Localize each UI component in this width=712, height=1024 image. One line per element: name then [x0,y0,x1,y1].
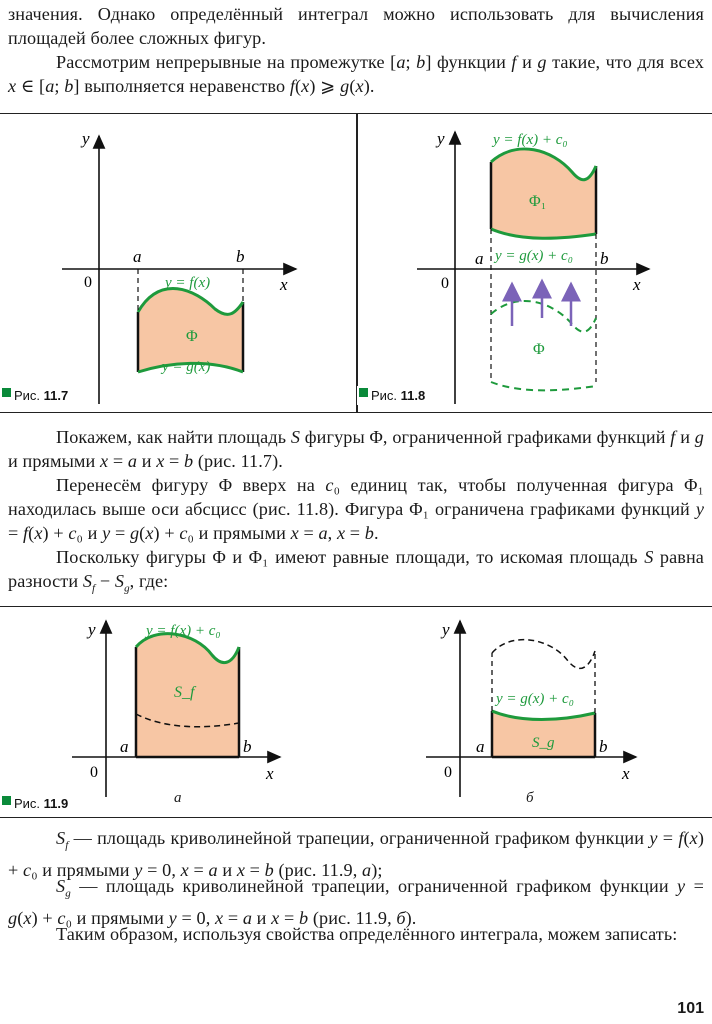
x-label: x [280,275,288,294]
f-label: y = f(x) [165,275,211,291]
caption-marker [359,388,368,397]
region-label: S_g [532,735,555,751]
y-label: y [82,129,90,148]
g-label: y = g(x) [162,359,211,375]
origin-label: 0 [84,274,92,291]
sub-label-b: б [526,790,534,806]
caption-prefix: Рис. [14,796,41,811]
caption-marker [2,796,11,805]
page-number: 101 [677,1000,704,1017]
a-label: a [476,737,485,756]
caption-marker [2,388,11,397]
paragraph-difference: Поскольку фигуры Φ и Φ₁ имеют равные площади, то искомая площадь S равна разности $S_f - S_g$, где: [8,547,704,595]
f-label: y = f(x) + c₀ [146,623,221,639]
region-label: S_f [174,684,195,701]
region-label: Φ [186,328,198,345]
caption-number: 11.7 [43,388,69,403]
figure-11-7 [0,114,356,412]
paragraph-intro [8,2,704,50]
figure-11-9a [0,607,356,815]
caption-11-8 [357,386,431,405]
caption-number: 11.9 [43,796,69,811]
caption-11-7 [0,386,74,405]
b-label: b [243,737,252,756]
caption-11-9 [0,794,74,813]
a-label: a [133,247,142,266]
paragraph-shift: Перенесём фигуру Φ вверх на c₀ единиц так, чтобы полученная фигура Φ₁ находилась выше оси абсцисс (рис. 11.8). Фигура Φ₁ ограничена графиками функций y = f(x) + c₀ и y = g(x) + c₀ и прямыми x = a, x = b. [8,475,704,543]
y-label: y [437,129,445,148]
paragraph-sf: $S_f$ — площадь криволинейной трапеции, ограниченной графиком функции y = f(x) + c₀ и прямыми y = 0, x = a и x = b (рис. 11.9, а); [8,828,704,880]
a-label: a [120,737,129,756]
origin-label: 0 [441,275,449,292]
x-label: x [622,764,630,783]
paragraph-consider: Рассмотрим непрерывные на промежутке [a; b] функции f и g такие, что для всех x ∈ [a; b] выполняется неравенство f(x) ⩾ g(x). [8,52,704,96]
figure-11-9b [356,607,712,815]
figure-11-8 [357,114,712,412]
f-label: y = f(x) + c₀ [493,132,568,148]
sub-label-a: а [174,790,182,806]
text-p1: значения. Однако определённый интеграл можно использовать для вычисления площадей более сложных фигур. [8,4,704,48]
y-label: y [88,620,96,639]
g-label: y = g(x) + c₀ [496,691,574,707]
b-label: b [600,249,609,268]
x-label: x [266,764,274,783]
region-top-label: Φ₁ [529,193,547,210]
caption-prefix: Рис. [14,388,41,403]
b-label: b [599,737,608,756]
y-label: y [442,620,450,639]
text-p8: Таким образом, используя свойства определённого интеграла, можем записать: [56,924,678,944]
region-bottom-label: Φ [533,341,545,358]
caption-number: 11.8 [400,388,426,403]
a-label: a [475,249,484,268]
b-label: b [236,247,245,266]
paragraph-sg: $S_g$ — площадь криволинейной трапеции, ограниченной графиком функции y = g(x) + c₀ и прямыми y = 0, x = a и x = b (рис. 11.9, б). [8,876,704,928]
origin-label: 0 [444,764,452,781]
caption-prefix: Рис. [371,388,398,403]
g-label: y = g(x) + c₀ [495,248,573,264]
origin-label: 0 [90,764,98,781]
paragraph-show: Покажем, как найти площадь S фигуры Φ, ограниченной графиками функций f и g и прямыми x = a и x = b (рис. 11.7). [8,427,704,471]
paragraph-conclusion [8,922,704,946]
x-label: x [633,275,641,294]
